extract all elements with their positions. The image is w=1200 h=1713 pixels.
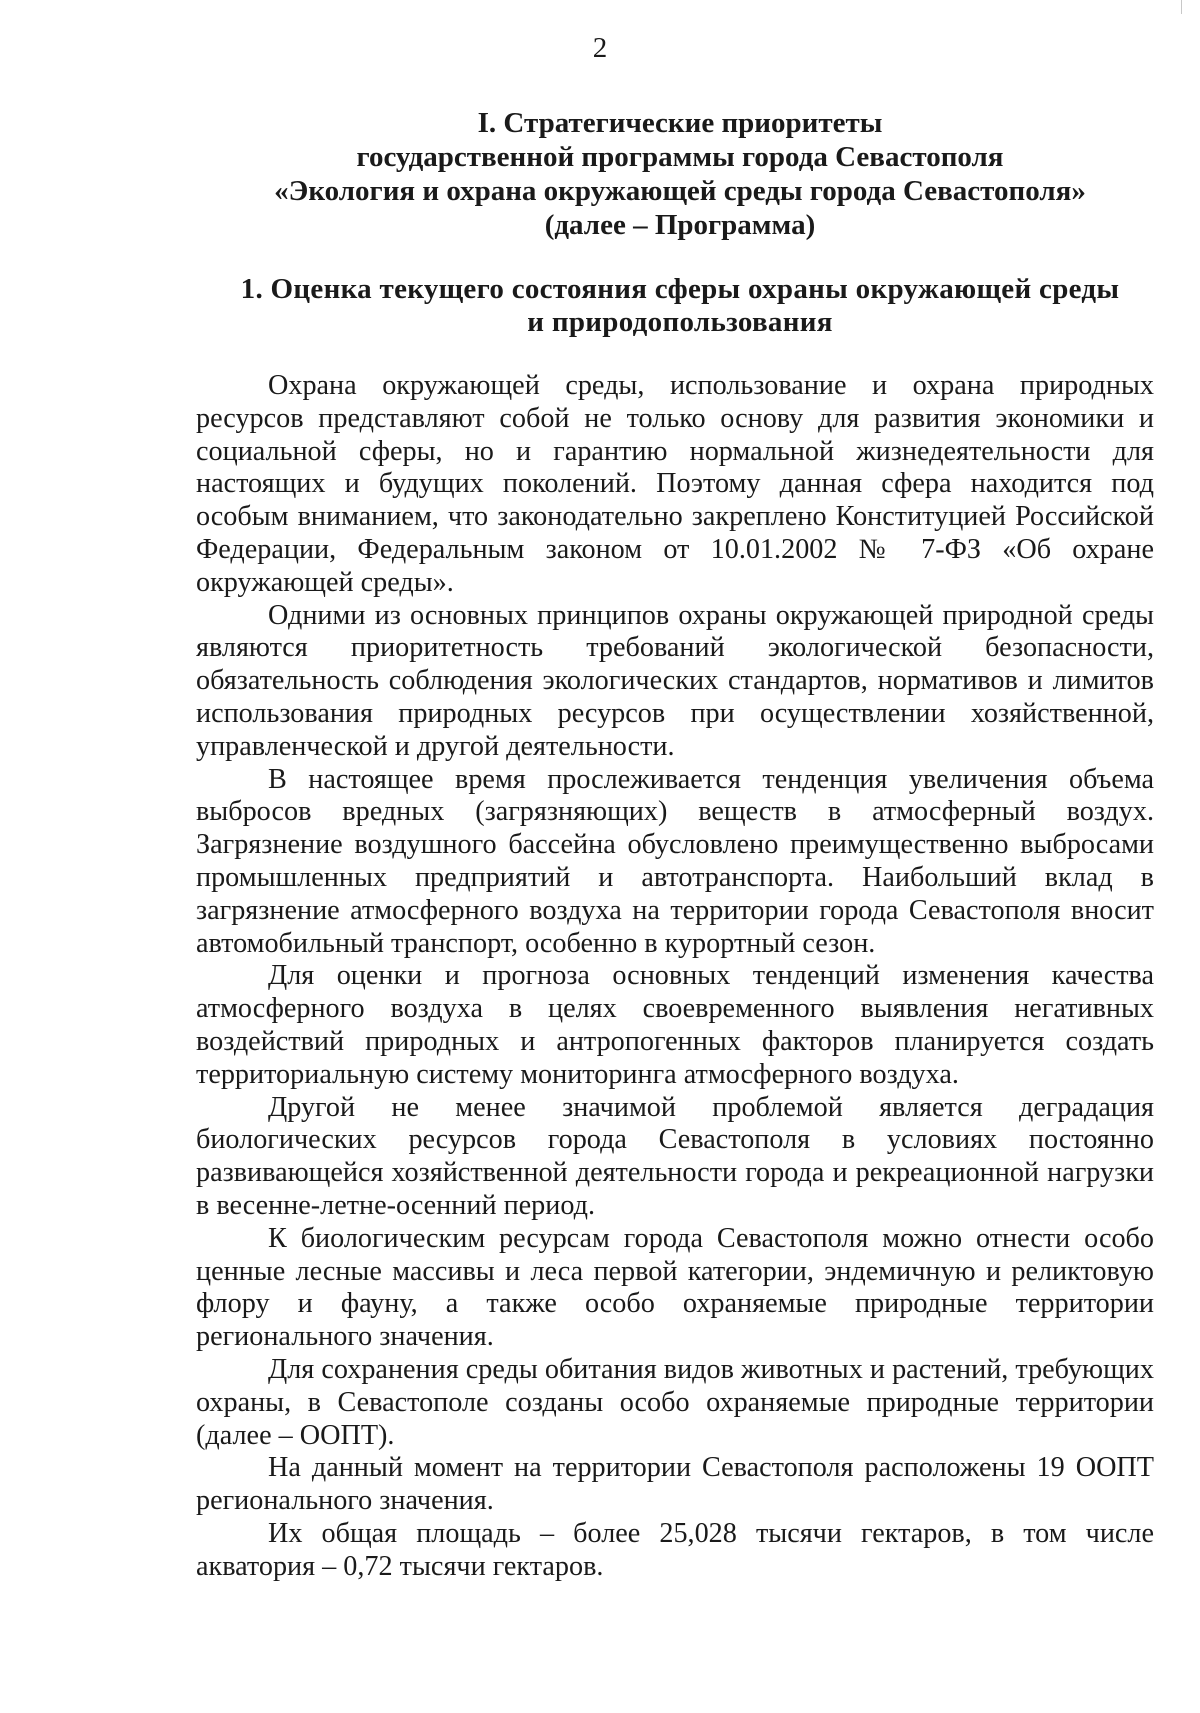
paragraph: Для сохранения среды обитания видов животных и растений, требующих охраны, в Севастополе созданы особо охраняемые природные территории (далее – ООПТ). [196, 1353, 1154, 1451]
section-title [200, 106, 1160, 242]
paragraph: К биологическим ресурсам города Севастополя можно отнести особо ценные лесные массивы и леса первой категории, эндемичную и реликтовую флору и фауну, а также особо охраняемые природные территории регионального значения. [196, 1222, 1154, 1353]
section-title-line: государственной программы города Севастополя [356, 141, 1004, 173]
subsection-title [200, 273, 1160, 339]
paragraph: Для оценки и прогноза основных тенденций изменения качества атмосферного воздуха в целях своевременного выявления негативных воздействий природных и антропогенных факторов планируется создать территориальную систему мониторинга атмосферного воздуха. [196, 960, 1154, 1090]
subsection-title-line: и природопользования [527, 306, 833, 338]
body-text [196, 370, 1154, 1583]
section-title-line: «Экология и охрана окружающей среды города Севастополя» [274, 175, 1086, 207]
paragraph: Охрана окружающей среды, использование и охрана природных ресурсов представляют собой не только основу для развития экономики и социальной сферы, но и гарантию нормальной жизнедеятельности для настоящих и будущих поколений. Поэтому данная сфера находится под особым вниманием, что законодательно закреплено Конституцией Российской Федерации, Федеральным законом от 10.01.2002 № 7-ФЗ «Об охране окружающей среды». [196, 370, 1154, 598]
scan-mark [1181, 0, 1182, 14]
paragraph: Их общая площадь – более 25,028 тысячи гектаров, в том числе акватория – 0,72 тысячи гектаров. [196, 1517, 1154, 1582]
paragraph: Одними из основных принципов охраны окружающей природной среды являются приоритетность требований экологической безопасности, обязательность соблюдения экологических стандартов, нормативов и лимитов использования природных ресурсов при осуществлении хозяйственной, управленческой и другой деятельности. [196, 599, 1154, 762]
subsection-title-line: 1. Оценка текущего состояния сферы охраны окружающей среды [240, 273, 1120, 305]
section-title-line: I. Стратегические приоритеты [477, 107, 883, 139]
paragraph: Другой не менее значимой проблемой является деградация биологических ресурсов города Севастополя в условиях постоянно развивающейся хозяйственной деятельности города и рекреационной нагрузки в весенне-летне-осенний период. [196, 1091, 1154, 1221]
paragraph: На данный момент на территории Севастополя расположены 19 ООПТ регионального значения. [196, 1452, 1154, 1517]
section-title-line: (далее – Программа) [544, 209, 816, 241]
page-number: 2 [592, 32, 608, 64]
paragraph: В настоящее время прослеживается тенденция увеличения объема выбросов вредных (загрязняющих) веществ в атмосферный воздух. Загрязнение воздушного бассейна обусловлено преимущественно выбросами промышленных предприятий и автотранспорта. Наибольший вклад в загрязнение атмосферного воздуха на территории города Севастополя вносит автомобильный транспорт, особенно в курортный сезон. [196, 763, 1154, 959]
